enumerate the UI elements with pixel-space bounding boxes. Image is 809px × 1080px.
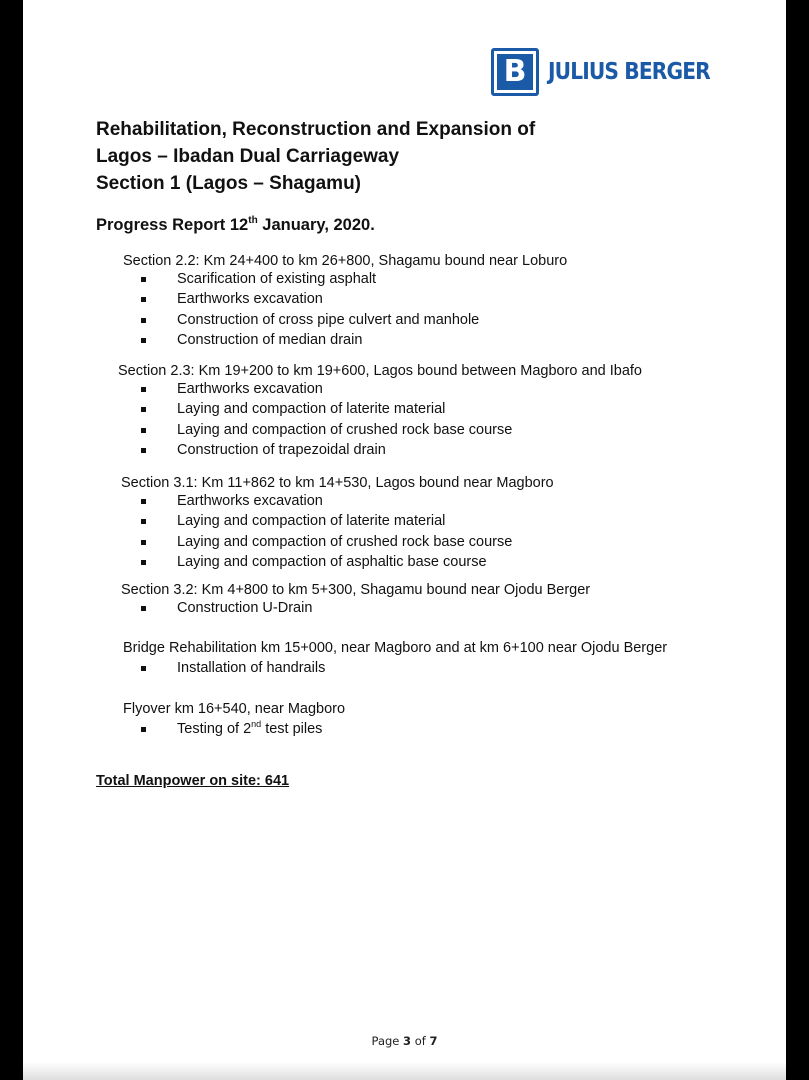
bullet-icon [141,499,146,504]
list-item-text: Laying and compaction of crushed rock base course [177,421,513,438]
list-item-text: Earthworks excavation [177,381,323,397]
section-items [123,491,554,572]
bullet-icon [141,387,146,392]
title-line-3: Section 1 (Lagos – Shagamu) [96,173,361,194]
bullet-icon [141,560,146,565]
list-item-sup: nd [251,719,262,729]
list-item [123,440,642,460]
section-items [123,269,567,350]
bullet-icon [141,666,146,671]
list-item-text: Earthworks excavation [177,291,323,308]
list-item [123,289,567,309]
section-items [123,658,667,678]
list-item-text: Construction of trapezoidal drain [177,441,386,458]
section-3-2 [121,580,590,618]
list-item [123,310,567,330]
report-heading-suffix: January, 2020. [257,216,375,234]
list-item [123,269,567,289]
bullet-icon [141,277,146,282]
bullet-icon [141,727,146,732]
document-title [96,116,535,197]
section-2-3 [118,361,642,460]
logo-wordmark: JULIUS BERGER [548,59,710,85]
list-item [123,511,554,531]
section-title: Flyover km 16+540, near Magboro [123,701,346,717]
list-item [123,552,554,572]
bullet-icon [141,448,146,453]
bullet-icon [141,297,146,302]
bullet-icon [141,519,146,524]
section-title: Section 3.2: Km 4+800 to km 5+300, Shagamu bound near Ojodu Berger [121,582,591,598]
list-item [123,399,642,419]
section-bridge-rehabilitation [123,638,667,678]
section-title: Section 2.3: Km 19+200 to km 19+600, Lagos bound between Magboro and Ibafo [118,363,642,379]
section-flyover [123,699,345,739]
section-items [123,598,590,618]
list-item-text: Laying and compaction of crushed rock base course [177,533,513,550]
list-item [123,598,590,618]
list-item-text: Laying and compaction of laterite material [177,513,446,530]
list-item-text: Laying and compaction of asphaltic base course [177,553,487,570]
logo-mark-letter: B [497,54,533,90]
page-number [23,1034,786,1048]
list-item [123,330,567,350]
bullet-icon [141,606,146,611]
section-title: Section 3.1: Km 11+862 to km 14+530, Lagos bound near Magboro [121,475,554,491]
list-item-text: Laying and compaction of laterite material [177,401,446,418]
list-item-text-suffix: test piles [261,721,323,737]
bullet-icon [141,318,146,323]
total-manpower: Total Manpower on site: 641 [96,773,290,789]
bullet-icon [141,407,146,412]
report-heading-sup: th [248,215,258,226]
list-item-text: Installation of handrails [177,660,326,676]
list-item-text: Testing of 2 [177,721,252,737]
total-pages: 7 [429,1034,438,1048]
current-page: 3 [403,1034,412,1048]
section-items [123,719,345,739]
list-item [123,719,345,739]
report-heading [96,216,375,235]
title-line-1: Rehabilitation, Reconstruction and Expansion of [96,119,536,140]
section-title: Bridge Rehabilitation km 15+000, near Magboro and at km 6+100 near Ojodu Berger [123,640,668,656]
list-item [123,658,667,678]
list-item-text: Construction U-Drain [177,600,313,616]
title-line-2: Lagos – Ibadan Dual Carriageway [96,146,400,167]
document-page [23,0,786,1080]
list-item-text: Construction of cross pipe culvert and manhole [177,311,480,328]
list-item [123,532,554,552]
section-title: Section 2.2: Km 24+400 to km 26+800, Shagamu bound near Loburo [123,253,568,269]
list-item [123,491,554,511]
list-item-text: Construction of median drain [177,331,363,348]
section-items [123,379,642,460]
of-label: of [414,1034,426,1048]
bullet-icon [141,540,146,545]
logo-mark-icon [491,48,539,96]
bullet-icon [141,338,146,343]
section-2-2 [123,251,567,350]
bullet-icon [141,428,146,433]
company-logo [491,48,732,96]
list-item-text: Scarification of existing asphalt [177,271,377,287]
list-item [123,420,642,440]
page-label: Page [371,1034,400,1048]
section-3-1 [121,473,554,572]
page-bottom-shadow [23,1062,786,1080]
report-heading-prefix: Progress Report 12 [96,216,249,234]
list-item [123,379,642,399]
list-item-text: Earthworks excavation [177,493,323,509]
